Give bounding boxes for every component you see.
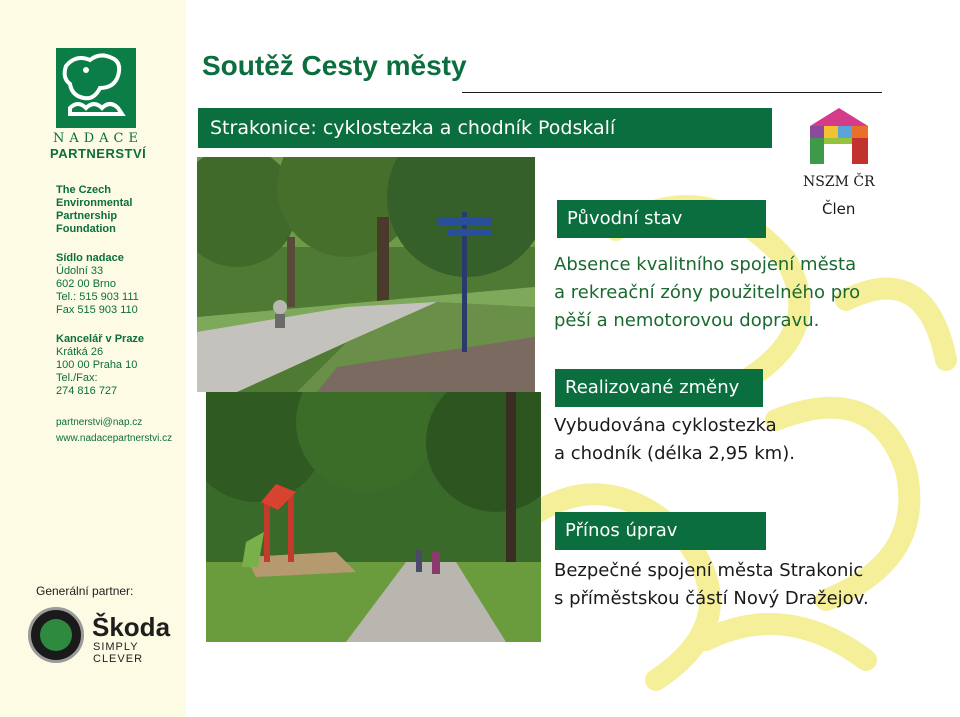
office-address: [56, 333, 144, 398]
nszm-logo: [806, 106, 872, 166]
email-link[interactable]: partnerstvi@nap.cz: [56, 417, 143, 428]
org-name-line: Foundation: [56, 223, 116, 235]
office-heading: Kancelář v Praze: [56, 333, 145, 345]
title-divider: [462, 92, 882, 93]
section-text-original: [554, 251, 926, 335]
seat-address: [56, 252, 139, 317]
office-line: Tel./Fax:: [56, 372, 98, 384]
text-line: s příměstskou částí Nový Dražejov.: [554, 588, 869, 609]
org-name-line: Partnership: [56, 210, 118, 222]
web-link[interactable]: www.nadacepartnerstvi.cz: [56, 433, 173, 444]
section-label-changes: Realizované změny: [555, 369, 763, 407]
photo-original-state: [197, 157, 535, 392]
bird-hand-icon: [56, 48, 136, 128]
member-org: NSZM ČR: [803, 174, 875, 190]
text-line: Bezpečné spojení města Strakonic: [554, 560, 864, 581]
section-label-benefits: Přínos úprav: [555, 512, 766, 550]
partner-label: Generální partner:: [36, 584, 134, 598]
logo-line-2: PARTNERSTVÍ: [50, 146, 147, 161]
sidebar: [0, 0, 186, 717]
subtitle-bar: Strakonice: cyklostezka a chodník Podskalí: [198, 108, 772, 148]
text-line: Vybudována cyklostezka: [554, 415, 777, 436]
partner-name: Škoda: [92, 612, 171, 642]
section-text-benefits: [554, 557, 934, 613]
seat-heading: Sídlo nadace: [56, 252, 124, 264]
photo-realized-changes: [206, 392, 541, 642]
house-logo-icon: [806, 106, 872, 166]
logo-line-1: NADACE: [52, 131, 143, 146]
seat-line: Tel.: 515 903 111: [56, 291, 139, 303]
member-role: Člen: [822, 200, 856, 218]
seat-line: 602 00 Brno: [56, 278, 116, 290]
org-name: [56, 184, 132, 236]
text-line: a rekreační zóny použitelného pro: [554, 282, 861, 303]
partner-tagline: SIMPLY CLEVER: [93, 641, 144, 665]
skoda-logo-icon: [28, 607, 84, 663]
page-title: Soutěž Cesty městy: [202, 50, 467, 81]
contacts: [56, 415, 172, 447]
text-line: a chodník (délka 2,95 km).: [554, 443, 795, 464]
org-name-line: Environmental: [56, 197, 133, 209]
seat-line: Fax 515 903 110: [56, 304, 138, 316]
office-line: 274 816 727: [56, 385, 118, 397]
office-line: 100 00 Praha 10: [56, 359, 138, 371]
office-line: Krátká 26: [56, 346, 104, 358]
seat-line: Údolní 33: [56, 265, 104, 277]
text-line: pěší a nemotorovou dopravu.: [554, 310, 820, 331]
text-line: Absence kvalitního spojení města: [554, 254, 857, 275]
section-label-original: Původní stav: [557, 200, 766, 238]
foundation-logo-text: [50, 131, 146, 161]
org-name-line: The Czech: [56, 184, 112, 196]
section-text-changes: [554, 412, 926, 468]
foundation-logo: [56, 48, 136, 128]
